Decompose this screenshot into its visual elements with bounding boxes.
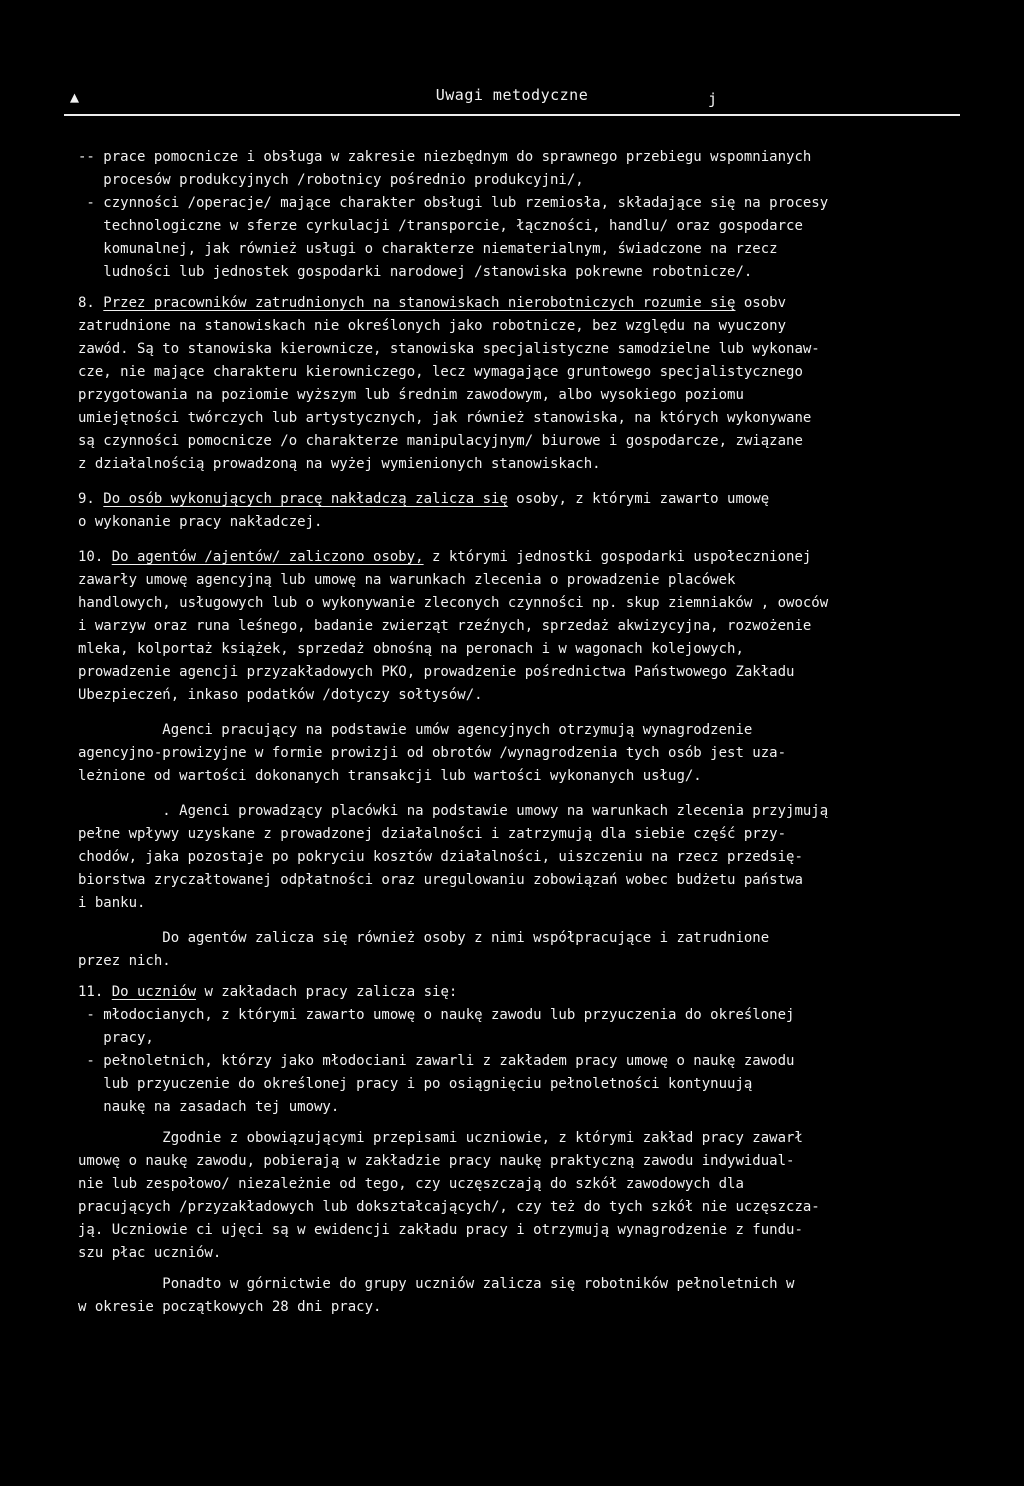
text-line: Agenci pracujący na podstawie umów agencyjnych otrzymują wynagrodzenie [78, 722, 753, 738]
text-fragment: z którymi jednostki gospodarki uspołecznionej [423, 549, 812, 565]
text-line: ją. Uczniowie ci ujęci są w ewidencji zakładu pracy i otrzymują wynagrodzenie z fundu- [78, 1222, 803, 1238]
text-line: cze, nie mające charakteru kierowniczego, lecz wymagające gruntowego specjalistycznego [78, 364, 803, 380]
page-title: Uwagi metodyczne [435, 86, 589, 104]
text-line: komunalnej, jak również usługi o charakterze niematerialnym, świadczone na rzecz [78, 241, 778, 257]
text-line: i banku. [78, 895, 146, 911]
page-header [0, 86, 1024, 106]
text-line: z działalnością prowadzoną na wyżej wymienionych stanowiskach. [78, 456, 601, 472]
text-line: procesów produkcyjnych /robotnicy pośrednio produkcyjni/, [78, 172, 584, 188]
text-line: przez nich. [78, 953, 171, 969]
text-line: leżnione od wartości dokonanych transakcji lub wartości wykonanych usług/. [78, 768, 702, 784]
paragraph-9-heading [78, 488, 968, 511]
text-line: prowadzenie agencji przyzakładowych PKO, prowadzenie pośrednictwa Państwowego Zakładu [78, 664, 795, 680]
paragraph-number: 10. [78, 549, 112, 565]
text-line: ludności lub jednostek gospodarki narodowej /stanowiska pokrewne robotnicze/. [78, 264, 753, 280]
term-underlined: Do agentów /ajentów/ zaliczono osoby, [111, 549, 424, 565]
term-underlined: Przez pracowników zatrudnionych na stanowiskach nierobotniczych rozumie się [103, 295, 736, 311]
text-line: nie lub zespołowo/ niezależnie od tego, czy uczęszczają do szkół zawodowych dla [78, 1176, 744, 1192]
header-left-mark: ▲ [70, 88, 80, 106]
text-line: handlowych, usługowych lub o wykonywanie zleconych czynności np. skup ziemniaków , owoców [78, 595, 829, 611]
text-line: Ponadto w górnictwie do grupy uczniów zalicza się robotników pełnoletnich w [78, 1276, 795, 1292]
text-fragment: w zakładach pracy zalicza się: [196, 984, 458, 1000]
text-fragment: osoby, z którymi zawarto umowę [507, 491, 770, 507]
text-line: lub przyuczenie do określonej pracy i po osiągnięciu pełnoletności kontynuują [78, 1076, 753, 1092]
text-line: umowę o naukę zawodu, pobierają w zakładzie pracy naukę praktyczną zawodu indywidual- [78, 1153, 795, 1169]
paragraph-8-heading [78, 292, 968, 315]
text-line: - młodocianych, z którymi zawarto umowę o naukę zawodu lub przyuczenia do określonej [78, 1007, 795, 1023]
text-line: i warzyw oraz runa leśnego, badanie zwierząt rzeźnych, sprzedaż akwizycyjna, rozwożenie [78, 618, 812, 634]
text-line: zawarły umowę agencyjną lub umowę na warunkach zlecenia o prowadzenie placówek [78, 572, 736, 588]
text-line: chodów, jaka pozostaje po pokryciu kosztów działalności, uiszczeniu na rzecz przedsię- [78, 849, 803, 865]
text-line: - pełnoletnich, którzy jako młodociani zawarli z zakładem pracy umowę o naukę zawodu [78, 1053, 795, 1069]
text-line: pracujących /przyzakładowych lub dokształcających/, czy też do tych szkół nie uczęszcza- [78, 1199, 820, 1215]
text-line: przygotowania na poziomie wyższym lub średnim zawodowym, albo wysokiego poziomu [78, 387, 744, 403]
text-line: Zgodnie z obowiązującymi przepisami uczniowie, z którymi zakład pracy zawarł [78, 1130, 803, 1146]
document-body [78, 146, 968, 1319]
term-underlined: Do uczniów [111, 984, 197, 1000]
paragraph-number: 8. [78, 295, 104, 311]
text-line: w okresie początkowych 28 dni pracy. [78, 1299, 382, 1315]
text-line: biorstwa zryczałtowanej odpłatności oraz uregulowaniu zobowiązań wobec budżetu państwa [78, 872, 803, 888]
text-line: pracy, [78, 1030, 154, 1046]
header-right-mark: j [708, 90, 718, 108]
text-line: mleka, kolportaż książek, sprzedaż obnośną na peronach i w wagonach kolejowych, [78, 641, 744, 657]
text-line: szu płac uczniów. [78, 1245, 222, 1261]
paragraph-10-heading [78, 546, 968, 569]
text-line: -- prace pomocnicze i obsługa w zakresie niezbędnym do sprawnego przebiegu wspomnianych [78, 149, 812, 165]
text-line: Ubezpieczeń, inkaso podatków /dotyczy sołtysów/. [78, 687, 483, 703]
paragraph-11-heading [78, 981, 968, 1004]
text-line: zatrudnione na stanowiskach nie określonych jako robotnicze, bez względu na wyuczony [78, 318, 787, 334]
text-line: pełne wpływy uzyskane z prowadzonej działalności i zatrzymują dla siebie część przy- [78, 826, 787, 842]
text-line: naukę na zasadach tej umowy. [78, 1099, 340, 1115]
header-rule [64, 114, 960, 116]
text-line: zawód. Są to stanowiska kierownicze, stanowiska specjalistyczne samodzielne lub wykonaw- [78, 341, 820, 357]
text-line: o wykonanie pracy nakładczej. [78, 514, 323, 530]
text-line: . Agenci prowadzący placówki na podstawie umowy na warunkach zlecenia przyjmują [78, 803, 829, 819]
text-line: agencyjno-prowizyjne w formie prowizji od obrotów /wynagrodzenia tych osób jest uza- [78, 745, 787, 761]
text-line: umiejętności twórczych lub artystycznych, jak również stanowiska, na których wykonywane [78, 410, 812, 426]
text-fragment: osobv [735, 295, 787, 311]
text-line: - czynności /operacje/ mające charakter obsługi lub rzemiosła, składające się na procesy [78, 195, 829, 211]
text-line: Do agentów zalicza się również osoby z nimi współpracujące i zatrudnione [78, 930, 770, 946]
paragraph-number: 9. [78, 491, 104, 507]
paragraph-number: 11. [78, 984, 112, 1000]
text-line: technologiczne w sferze cyrkulacji /transporcie, łączności, handlu/ oraz gospodarce [78, 218, 803, 234]
text-line: są czynności pomocnicze /o charakterze manipulacyjnym/ biurowe i gospodarcze, związane [78, 433, 803, 449]
term-underlined: Do osób wykonujących pracę nakładczą zalicza się [103, 491, 508, 507]
